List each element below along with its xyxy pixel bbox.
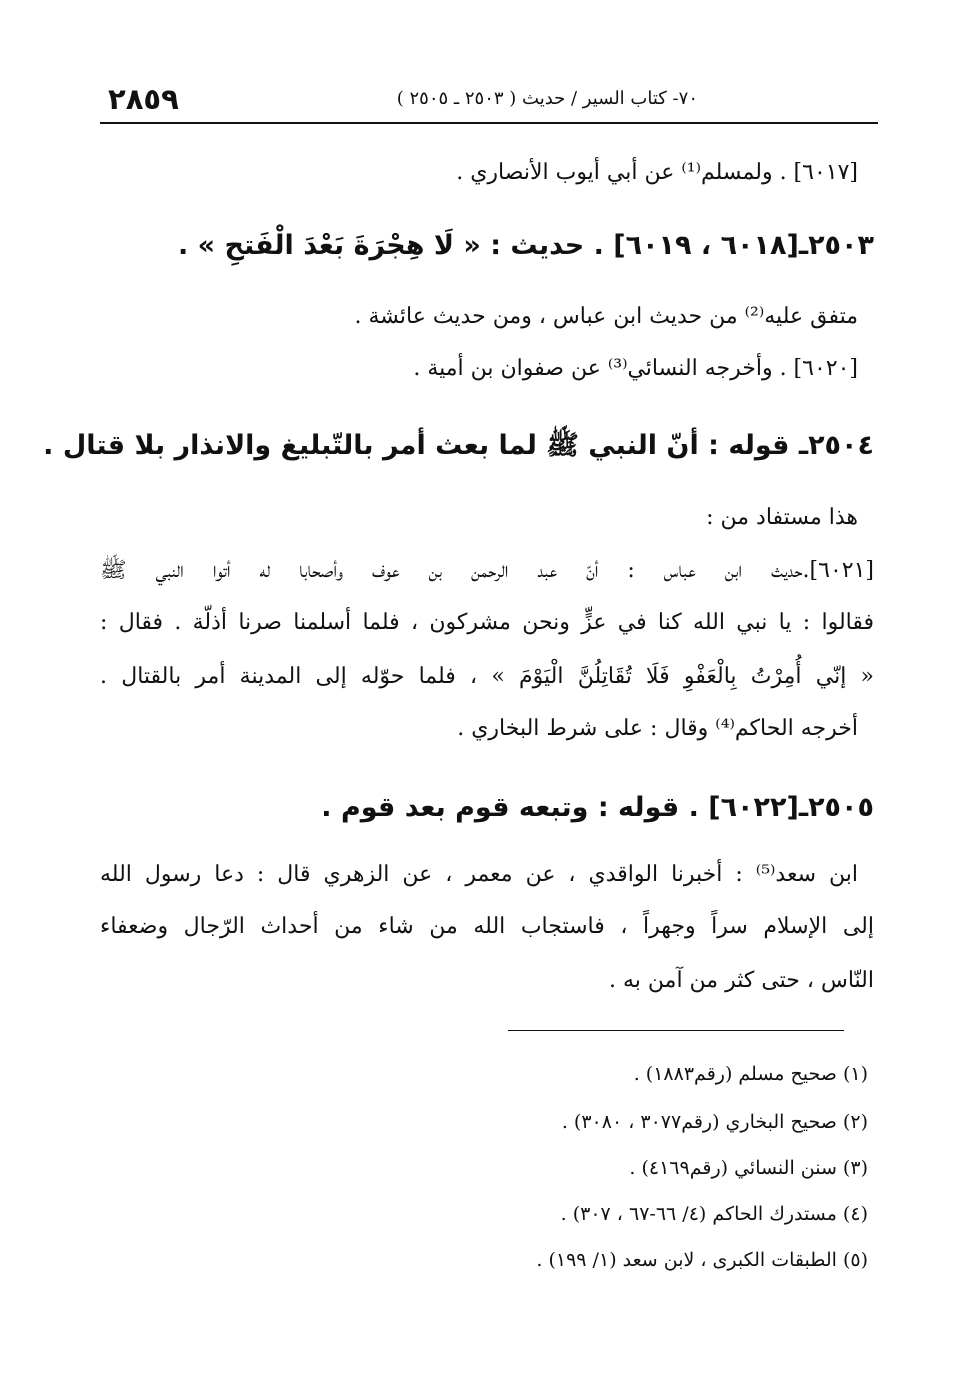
footnote: (٢) صحيح البخاري (رقم٣٠٧٧ ، ٣٠٨٠) . — [561, 1111, 868, 1133]
text-line: « إنّي أُمِرْتُ بِالْعَفْوِ فَلَا تُقَاتِلُنَّ الْيَوْمَ » ، فلما حوّله إلى المدينة أمر بالقتال . — [100, 664, 874, 689]
text-line: ابن سعد⁽⁵⁾ : أخبرنا الواقدي ، عن معمر ، عن الزهري قال : دعا رسول الله — [100, 862, 858, 887]
footnote: (٤) مستدرك الحاكم (٤/ ٦٦-٦٧ ، ٣٠٧) . — [560, 1203, 868, 1225]
text-line: النّاس ، حتى كثر من آمن به . — [609, 968, 874, 993]
text-line: متفق عليه⁽²⁾ من حديث ابن عباس ، ومن حديث عائشة . — [354, 304, 858, 329]
hadith-heading-2504: ٢٥٠٤ـ قوله : أنّ النبي ﷺ لما بعث أمر بالتّبليغ والانذار بلا قتال . — [43, 430, 874, 461]
text-line: [٦٠١٧] . ولمسلم⁽¹⁾ عن أبي أيوب الأنصاري . — [456, 160, 858, 185]
text-line: [٦٠٢٠] . وأخرجه النسائي⁽³⁾ عن صفوان بن أمية . — [413, 356, 858, 381]
footnote-divider — [508, 1030, 844, 1031]
text-line: [٦٠٢١].حديث ابن عباس : أنّ عبد الرحمن بن عوف وأصحابا له أتوا النبي ﷺ — [100, 558, 874, 583]
text-line: أخرجه الحاكم⁽⁴⁾ وقال : على شرط البخاري . — [457, 716, 858, 741]
footnote: (١) صحيح مسلم (رقم١٨٨٣) . — [633, 1063, 868, 1085]
hadith-heading-2503: ٢٥٠٣ـ[٦٠١٨ ، ٦٠١٩] . حديث : « لَا هِجْرَةَ بَعْدَ الْفَتحِ » . — [177, 230, 874, 261]
page-header — [100, 82, 878, 124]
running-title: ٧٠- كتاب السير / حديث ( ٢٥٠٣ ـ ٢٥٠٥ ) — [396, 88, 698, 109]
text-line: هذا مستفاد من : — [706, 505, 858, 530]
page-number: ٢٨٥٩ — [108, 82, 179, 116]
text-line: فقالوا : يا نبي الله كنا في عزٍّ ونحن مشركون ، فلما أسلمنا صرنا أذلّة . فقال : — [100, 610, 874, 635]
footnote: (٥) الطبقات الكبرى ، لابن سعد (١/ ١٩٩) . — [536, 1249, 868, 1271]
text-line: إلى الإسلام سراً وجهراً ، فاستجاب الله من شاء من أحداث الرّجال وضعفاء — [100, 914, 874, 939]
hadith-heading-2505: ٢٥٠٥ـ[٦٠٢٢] . قوله : وتبعه قوم بعد قوم . — [321, 792, 874, 823]
footnote: (٣) سنن النسائي (رقم٤١٦٩) . — [629, 1157, 868, 1179]
